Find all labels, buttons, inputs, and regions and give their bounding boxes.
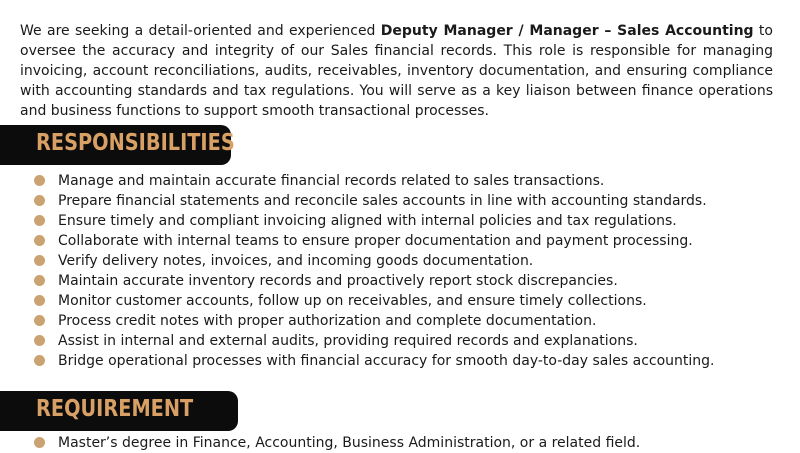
- list-item: [34, 331, 715, 351]
- bullet-icon: [34, 175, 45, 186]
- bullet-icon: [34, 355, 45, 366]
- list-item: [34, 251, 715, 271]
- responsibilities-heading: RESPONSIBILITIES: [36, 130, 235, 156]
- requirement-header: [0, 391, 238, 431]
- bullet-icon: [34, 315, 45, 326]
- list-item-text: Collaborate with internal teams to ensure proper documentation and payment processing.: [58, 233, 693, 249]
- list-item: [34, 231, 715, 251]
- list-item-text: Verify delivery notes, invoices, and incoming goods documentation.: [58, 253, 534, 269]
- list-item: [34, 271, 715, 291]
- list-item-text: Maintain accurate inventory records and proactively report stock discrepancies.: [58, 273, 618, 289]
- list-item-text: Monitor customer accounts, follow up on receivables, and ensure timely collections.: [58, 293, 647, 309]
- list-item: [34, 433, 640, 453]
- list-item: [34, 351, 715, 371]
- list-item-text: Master’s degree in Finance, Accounting, Business Administration, or a related field.: [58, 435, 641, 451]
- responsibilities-list: [34, 171, 715, 371]
- bullet-icon: [34, 335, 45, 346]
- role-title: Deputy Manager / Manager – Sales Accounting: [380, 23, 754, 39]
- requirement-list: [34, 433, 640, 453]
- bullet-icon: [34, 295, 45, 306]
- intro-text-start: We are seeking a detail-oriented and experienced: [20, 23, 381, 39]
- list-item: [34, 191, 715, 211]
- list-item: [34, 311, 715, 331]
- bullet-icon: [34, 437, 45, 448]
- list-item-text: Bridge operational processes with financial accuracy for smooth day-to-day sales accounting.: [58, 353, 715, 369]
- list-item-text: Prepare financial statements and reconcile sales accounts in line with accounting standards.: [58, 193, 707, 209]
- list-item: [34, 211, 715, 231]
- bullet-icon: [34, 215, 45, 226]
- bullet-icon: [34, 235, 45, 246]
- list-item-text: Manage and maintain accurate financial records related to sales transactions.: [58, 173, 605, 189]
- bullet-icon: [34, 195, 45, 206]
- bullet-icon: [34, 275, 45, 286]
- requirement-heading: REQUIREMENT: [36, 396, 194, 422]
- list-item: [34, 171, 715, 191]
- responsibilities-header: [0, 125, 235, 165]
- list-item: [34, 291, 715, 311]
- bullet-icon: [34, 255, 45, 266]
- list-item-text: Assist in internal and external audits, providing required records and explanations.: [58, 333, 638, 349]
- list-item-text: Process credit notes with proper authorization and complete documentation.: [58, 313, 597, 329]
- list-item-text: Ensure timely and compliant invoicing aligned with internal policies and tax regulations.: [58, 213, 677, 229]
- intro-text-end: to oversee the accuracy and integrity of our Sales financial records. This role is responsible for managing invoicing, account reconciliations, audits, receivables, inventory documentation, and ensuring compliance with accounting standards and tax regulations. You will serve as a key liaison between finance operations and business functions to support smooth transactional processes.: [20, 23, 773, 119]
- intro-paragraph: [20, 21, 773, 121]
